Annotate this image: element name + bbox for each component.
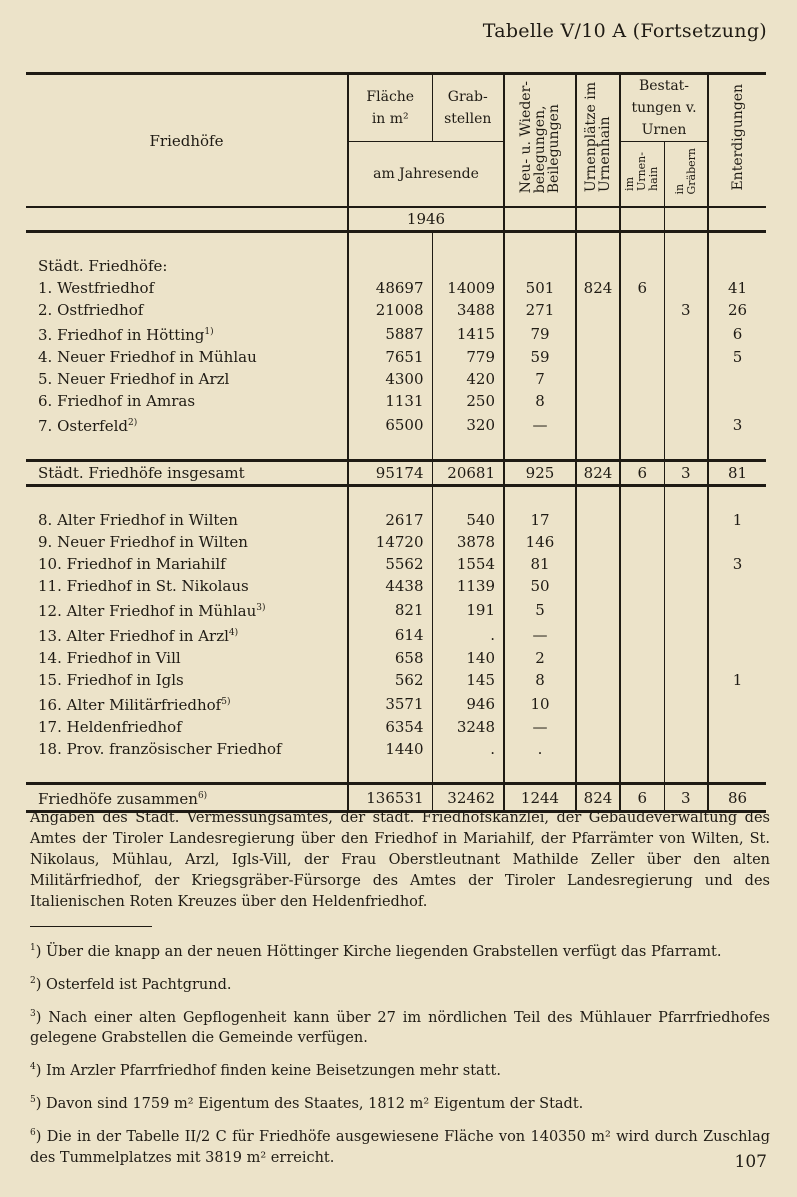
cell-flaeche: 7651 (348, 346, 432, 368)
table-row (26, 738, 766, 760)
header-bestattungen (620, 74, 708, 142)
cell-enterdigungen: 6 (708, 321, 766, 346)
cell-enterdigungen: 5 (708, 346, 766, 368)
cell-neubelegungen: 5 (504, 597, 576, 622)
cell-enterdigungen: 1 (708, 509, 766, 531)
cell-flaeche: 5562 (348, 553, 432, 575)
cell-urnenplaetze: 824 (576, 461, 620, 486)
table-row-name: 16. Alter Militärfriedhof$^{5)}$ (38, 696, 231, 714)
cell-neubelegungen: 50 (504, 575, 576, 597)
cell-neubelegungen: . (504, 738, 576, 760)
table-row-name: 8. Alter Friedhof in Wilten (38, 511, 238, 529)
cell-in-graebern (664, 277, 708, 299)
table-row (26, 412, 766, 437)
spacer-cell (26, 760, 348, 784)
cell-enterdigungen: 41 (708, 277, 766, 299)
cell-im-urnenhain (620, 390, 664, 412)
cell-in-graebern (664, 669, 708, 691)
spacer-cell (620, 760, 664, 784)
page-title: Tabelle V/10 A (Fortsetzung) (482, 20, 767, 42)
cell-urnenplaetze (576, 716, 620, 738)
cell-urnenplaetze (576, 390, 620, 412)
cell-im-urnenhain (620, 691, 664, 716)
footnote-ref: 2) (127, 418, 138, 428)
cell-grabstellen: 540 (432, 509, 504, 531)
section-label: Städt. Friedhöfe: (38, 257, 168, 275)
footnote-mark: 5 (30, 1095, 36, 1106)
footnote-text: ) Davon sind 1759 m² Eigentum des Staates, 1812 m² Eigentum der Stadt. (35, 1096, 584, 1113)
footnote (30, 1057, 770, 1082)
footnote (30, 1123, 770, 1169)
table-row (26, 368, 766, 390)
cell-neubelegungen: 59 (504, 346, 576, 368)
cell-enterdigungen (708, 368, 766, 390)
table-row-name: 9. Neuer Friedhof in Wilten (38, 533, 248, 551)
cell-grabstellen: 250 (432, 390, 504, 412)
source-note: Angaben des Städt. Vermessungsamtes, der städt. Friedhofskanzlei, der Gebäudeverwaltung des Amtes der Tiroler Landesregierung über den Friedhof in Mariahilf, der Pfarrämter von Wilten, St. Nikolaus, Mühlau, Arzl, Igls-Vill, der Frau Oberstleutnant Mathilde Zeller über den alten Militärfriedhof, der Kriegsgräber-Fürsorge des Amtes der Tiroler Landesregierung und des Italienischen Roten Kreuzes über den Heldenfriedhof. (30, 810, 770, 910)
cell-urnenplaetze (576, 575, 620, 597)
footnote-ref: 5) (221, 697, 231, 707)
empty-cell (348, 255, 432, 277)
cell-im-urnenhain (620, 531, 664, 553)
footnote-text: ) Osterfeld ist Pachtgrund. (35, 976, 232, 993)
year-blank (576, 207, 620, 232)
cell-enterdigungen: 26 (708, 299, 766, 321)
cell-grabstellen: 140 (432, 647, 504, 669)
cell-flaeche: 2617 (348, 509, 432, 531)
cell-flaeche: 614 (348, 622, 432, 647)
footnotes (30, 938, 770, 1177)
header-friedhoefe-label: Friedhöfe (149, 131, 224, 150)
header-iu-l3: hain (647, 166, 661, 191)
table-row-name: 12. Alter Friedhof in Mühlau$^{3)}$ (38, 602, 266, 620)
cell-grabstellen: 320 (432, 412, 504, 437)
table-row-name: 15. Friedhof in Igls (38, 671, 184, 689)
spacer-cell (576, 437, 620, 461)
cell-in-graebern (664, 716, 708, 738)
cell-im-urnenhain: 6 (620, 784, 664, 812)
footnote-text: ) Die in der Tabelle II/2 C für Friedhöfe ausgewiesene Fläche von 140350 m² wird durch Zuschlag des Tummelplatzes mit 3819 m² erreicht. (30, 1128, 770, 1166)
cell-urnenplaetze (576, 531, 620, 553)
cell-neubelegungen: 7 (504, 368, 576, 390)
empty-cell (708, 255, 766, 277)
cell-im-urnenhain: 6 (620, 277, 664, 299)
table-row-name: 11. Friedhof in St. Nikolaus (38, 577, 249, 595)
table-row (26, 669, 766, 691)
cell-grabstellen: 191 (432, 597, 504, 622)
spacer-cell (708, 486, 766, 510)
header-neu-l2: belegungen, (532, 105, 548, 194)
cell-grabstellen: . (432, 622, 504, 647)
footnote-mark: 1 (30, 943, 36, 953)
cell-neubelegungen: 1244 (504, 784, 576, 812)
table-row-name: 4. Neuer Friedhof in Mühlau (38, 348, 257, 366)
cell-grabstellen: 1415 (432, 321, 504, 346)
cell-in-graebern (664, 553, 708, 575)
cell-grabstellen: 14009 (432, 277, 504, 299)
cell-im-urnenhain: 6 (620, 461, 664, 486)
footnote-ref: 4) (228, 628, 239, 638)
cell-neubelegungen: — (504, 622, 576, 647)
table-row-name: 6. Friedhof in Amras (38, 392, 196, 410)
cell-flaeche: 14720 (348, 531, 432, 553)
cell-im-urnenhain (620, 669, 664, 691)
year-blank (664, 207, 708, 232)
cemetery-table (26, 72, 766, 808)
cell-im-urnenhain (620, 509, 664, 531)
spacer-cell (504, 437, 576, 461)
header-best-l3: Urnen (641, 122, 687, 138)
cell-flaeche: 658 (348, 647, 432, 669)
footnote-mark: 3 (30, 1008, 36, 1019)
cell-enterdigungen: 81 (708, 461, 766, 486)
spacer-row (26, 486, 766, 510)
cell-flaeche: 6354 (348, 716, 432, 738)
cell-grabstellen: 3248 (432, 716, 504, 738)
header-iu-l1: im (623, 176, 637, 191)
cell-enterdigungen (708, 716, 766, 738)
cell-neubelegungen: 146 (504, 531, 576, 553)
header-jahresende-label: am Jahresende (373, 166, 479, 182)
cell-im-urnenhain (620, 368, 664, 390)
cell-enterdigungen (708, 691, 766, 716)
cell-in-graebern (664, 738, 708, 760)
cell-grabstellen: 779 (432, 346, 504, 368)
table-row-name: 10. Friedhof in Mariahilf (38, 555, 226, 573)
cell-urnenplaetze (576, 738, 620, 760)
cell-flaeche: 1131 (348, 390, 432, 412)
cell-flaeche: 5887 (348, 321, 432, 346)
table-row (26, 716, 766, 738)
cell-grabstellen: 32462 (432, 784, 504, 812)
header-best-l2: tungen v. (631, 100, 697, 116)
header-in-graebern (664, 142, 708, 208)
table-row-name: 18. Prov. französischer Friedhof (38, 740, 282, 758)
cell-enterdigungen (708, 597, 766, 622)
cell-grabstellen: 3488 (432, 299, 504, 321)
table-row-name: 2. Ostfriedhof (38, 301, 144, 319)
cell-urnenplaetze (576, 299, 620, 321)
cell-enterdigungen (708, 390, 766, 412)
spacer-cell (348, 437, 432, 461)
table-row (26, 509, 766, 531)
cell-in-graebern (664, 575, 708, 597)
header-urn-l1: Urnenplätze im (583, 82, 599, 193)
spacer-cell (26, 437, 348, 461)
empty-cell (432, 255, 504, 277)
cell-enterdigungen (708, 738, 766, 760)
spacer-row (26, 760, 766, 784)
spacer-cell (432, 760, 504, 784)
cell-urnenplaetze: 824 (576, 784, 620, 812)
cell-in-graebern (664, 622, 708, 647)
cell-urnenplaetze (576, 412, 620, 437)
header-enterdigungen (708, 74, 766, 208)
header-ig-l2: Gräbern (684, 147, 698, 195)
table-row-name: 7. Osterfeld$^{2)}$ (38, 417, 138, 435)
cell-in-graebern (664, 321, 708, 346)
cell-urnenplaetze (576, 669, 620, 691)
cell-enterdigungen (708, 647, 766, 669)
cell-im-urnenhain (620, 622, 664, 647)
empty-cell (576, 255, 620, 277)
cell-urnenplaetze (576, 597, 620, 622)
footnote (30, 1004, 770, 1050)
cell-grabstellen: 145 (432, 669, 504, 691)
spacer-cell (348, 486, 432, 510)
footnote (30, 1090, 770, 1115)
cell-im-urnenhain (620, 738, 664, 760)
spacer-cell (620, 486, 664, 510)
table-row (26, 691, 766, 716)
spacer-cell (708, 437, 766, 461)
spacer-cell (708, 760, 766, 784)
cell-flaeche: 95174 (348, 461, 432, 486)
header-neubelegungen (504, 74, 576, 208)
cell-flaeche: 21008 (348, 299, 432, 321)
header-neu-l3: Beilegungen (546, 104, 562, 194)
table-row-name: 1. Westfriedhof (38, 279, 155, 297)
header-flaeche-l2: in m² (371, 111, 409, 127)
cell-in-graebern: 3 (664, 461, 708, 486)
cell-enterdigungen: 86 (708, 784, 766, 812)
cell-in-graebern (664, 647, 708, 669)
cell-in-graebern: 3 (664, 784, 708, 812)
cell-urnenplaetze: 824 (576, 277, 620, 299)
cell-in-graebern (664, 368, 708, 390)
cell-urnenplaetze (576, 622, 620, 647)
year-blank (26, 207, 348, 232)
cell-urnenplaetze (576, 509, 620, 531)
cell-enterdigungen: 3 (708, 412, 766, 437)
spacer-cell (576, 232, 620, 256)
spacer-cell (664, 232, 708, 256)
table-row (26, 553, 766, 575)
footnote (30, 971, 770, 996)
cell-urnenplaetze (576, 346, 620, 368)
spacer-row (26, 232, 766, 256)
cell-flaeche: 821 (348, 597, 432, 622)
table-row-name: 13. Alter Friedhof in Arzl$^{4)}$ (38, 627, 239, 645)
header-im-urnenhain (620, 142, 664, 208)
empty-cell (620, 255, 664, 277)
cell-in-graebern (664, 390, 708, 412)
total-row-name: Friedhöfe zusammen$^{6)}$ (26, 784, 348, 812)
cell-in-graebern (664, 346, 708, 368)
spacer-cell (708, 232, 766, 256)
spacer-cell (432, 232, 504, 256)
footnote-text: ) Nach einer alten Gepflogenheit kann über 27 im nördlichen Teil des Mühlauer Pfarrfriedhofes gelegene Grabstellen die Gemeinde verfügen. (30, 1009, 770, 1047)
cell-im-urnenhain (620, 575, 664, 597)
empty-cell (504, 255, 576, 277)
cell-neubelegungen: 2 (504, 647, 576, 669)
footnote-rule (30, 926, 152, 927)
year-blank (504, 207, 576, 232)
footnote-text: ) Im Arzler Pfarrfriedhof finden keine Beisetzungen mehr statt. (35, 1063, 501, 1080)
cell-grabstellen: 1139 (432, 575, 504, 597)
cell-flaeche: 562 (348, 669, 432, 691)
cell-flaeche: 3571 (348, 691, 432, 716)
cell-im-urnenhain (620, 597, 664, 622)
subtotal-row-name: Städt. Friedhöfe insgesamt (26, 461, 348, 486)
cell-neubelegungen: 8 (504, 669, 576, 691)
header-urn-l2: Urnenhain (597, 116, 613, 193)
table-row (26, 531, 766, 553)
cell-neubelegungen: 10 (504, 691, 576, 716)
table-row (26, 647, 766, 669)
cell-im-urnenhain (620, 299, 664, 321)
cell-urnenplaetze (576, 368, 620, 390)
footnote-ref: 3) (256, 603, 266, 613)
spacer-row (26, 437, 766, 461)
spacer-cell (620, 232, 664, 256)
header-grab-l2: stellen (444, 111, 492, 127)
spacer-cell (504, 486, 576, 510)
header-best-l1: Bestat- (638, 78, 690, 94)
footnote-text: ) Über die knapp an der neuen Höttinger Kirche liegenden Grabstellen verfügt das Pfarramt. (35, 943, 722, 960)
cell-in-graebern: 3 (664, 299, 708, 321)
cell-enterdigungen: 3 (708, 553, 766, 575)
cell-grabstellen: 3878 (432, 531, 504, 553)
footnote-ref: 6) (197, 791, 208, 801)
cell-neubelegungen: 79 (504, 321, 576, 346)
header-grabstellen (432, 74, 504, 142)
header-grab-l1: Grab- (447, 89, 488, 105)
cell-flaeche: 136531 (348, 784, 432, 812)
cell-flaeche: 1440 (348, 738, 432, 760)
empty-cell (664, 255, 708, 277)
cell-im-urnenhain (620, 321, 664, 346)
cell-enterdigungen (708, 531, 766, 553)
header-urnenplaetze (576, 74, 620, 208)
cell-im-urnenhain (620, 647, 664, 669)
year-label: 1946 (348, 207, 504, 232)
spacer-cell (348, 232, 432, 256)
section-label-row (26, 255, 766, 277)
cell-im-urnenhain (620, 716, 664, 738)
cell-neubelegungen: 8 (504, 390, 576, 412)
footnote-mark: 6 (30, 1128, 36, 1139)
cell-flaeche: 4300 (348, 368, 432, 390)
cell-flaeche: 4438 (348, 575, 432, 597)
table-row (26, 575, 766, 597)
footnote (30, 938, 770, 963)
table-row-name: 3. Friedhof in Hötting$^{1)}$ (38, 326, 214, 344)
cell-in-graebern (664, 691, 708, 716)
cell-neubelegungen: 925 (504, 461, 576, 486)
cell-in-graebern (664, 531, 708, 553)
table-row (26, 597, 766, 622)
header-enterd-label: Enterdigungen (729, 84, 746, 191)
footnote-ref: 1) (204, 327, 214, 337)
cell-urnenplaetze (576, 321, 620, 346)
spacer-cell (432, 486, 504, 510)
spacer-cell (664, 760, 708, 784)
cell-im-urnenhain (620, 553, 664, 575)
cell-enterdigungen (708, 622, 766, 647)
cell-in-graebern (664, 412, 708, 437)
cell-neubelegungen: 17 (504, 509, 576, 531)
header-ig-l1: in (672, 183, 686, 195)
table-row-name: 5. Neuer Friedhof in Arzl (38, 370, 230, 388)
footnote-mark: 2 (30, 975, 36, 986)
spacer-cell (620, 437, 664, 461)
cell-grabstellen: . (432, 738, 504, 760)
cell-flaeche: 48697 (348, 277, 432, 299)
footnote-mark: 4 (30, 1062, 36, 1073)
table-row (26, 622, 766, 647)
cell-in-graebern (664, 509, 708, 531)
spacer-cell (504, 760, 576, 784)
spacer-cell (576, 486, 620, 510)
table-row (26, 299, 766, 321)
cell-im-urnenhain (620, 346, 664, 368)
cell-neubelegungen: — (504, 412, 576, 437)
spacer-cell (348, 760, 432, 784)
cell-neubelegungen: — (504, 716, 576, 738)
header-flaeche-l1: Fläche (366, 89, 415, 105)
table-row (26, 321, 766, 346)
subtotal-row (26, 461, 766, 486)
cell-enterdigungen (708, 575, 766, 597)
cell-flaeche: 6500 (348, 412, 432, 437)
cell-grabstellen: 20681 (432, 461, 504, 486)
page-number: 107 (734, 1152, 767, 1172)
spacer-cell (432, 437, 504, 461)
cell-urnenplaetze (576, 647, 620, 669)
header-neu-l1: Neu- u. Wieder- (518, 81, 534, 194)
spacer-cell (664, 486, 708, 510)
header-iu-l2: Urnen- (635, 151, 649, 191)
cell-neubelegungen: 501 (504, 277, 576, 299)
header-flaeche (348, 74, 432, 142)
cell-in-graebern (664, 597, 708, 622)
table-row (26, 277, 766, 299)
spacer-cell (504, 232, 576, 256)
spacer-cell (664, 437, 708, 461)
cell-grabstellen: 420 (432, 368, 504, 390)
table-row-name: 17. Heldenfriedhof (38, 718, 182, 736)
cell-urnenplaetze (576, 553, 620, 575)
spacer-cell (576, 760, 620, 784)
cell-urnenplaetze (576, 691, 620, 716)
year-blank (708, 207, 766, 232)
table-row-name: 14. Friedhof in Vill (38, 649, 181, 667)
cell-neubelegungen: 271 (504, 299, 576, 321)
cell-im-urnenhain (620, 412, 664, 437)
cell-grabstellen: 1554 (432, 553, 504, 575)
spacer-cell (26, 486, 348, 510)
header-am-jahresende (348, 142, 504, 208)
table-row (26, 346, 766, 368)
year-blank (620, 207, 664, 232)
cell-grabstellen: 946 (432, 691, 504, 716)
header-friedhoefe (26, 74, 348, 208)
cell-enterdigungen: 1 (708, 669, 766, 691)
cell-neubelegungen: 81 (504, 553, 576, 575)
table-row (26, 390, 766, 412)
spacer-cell (26, 232, 348, 256)
